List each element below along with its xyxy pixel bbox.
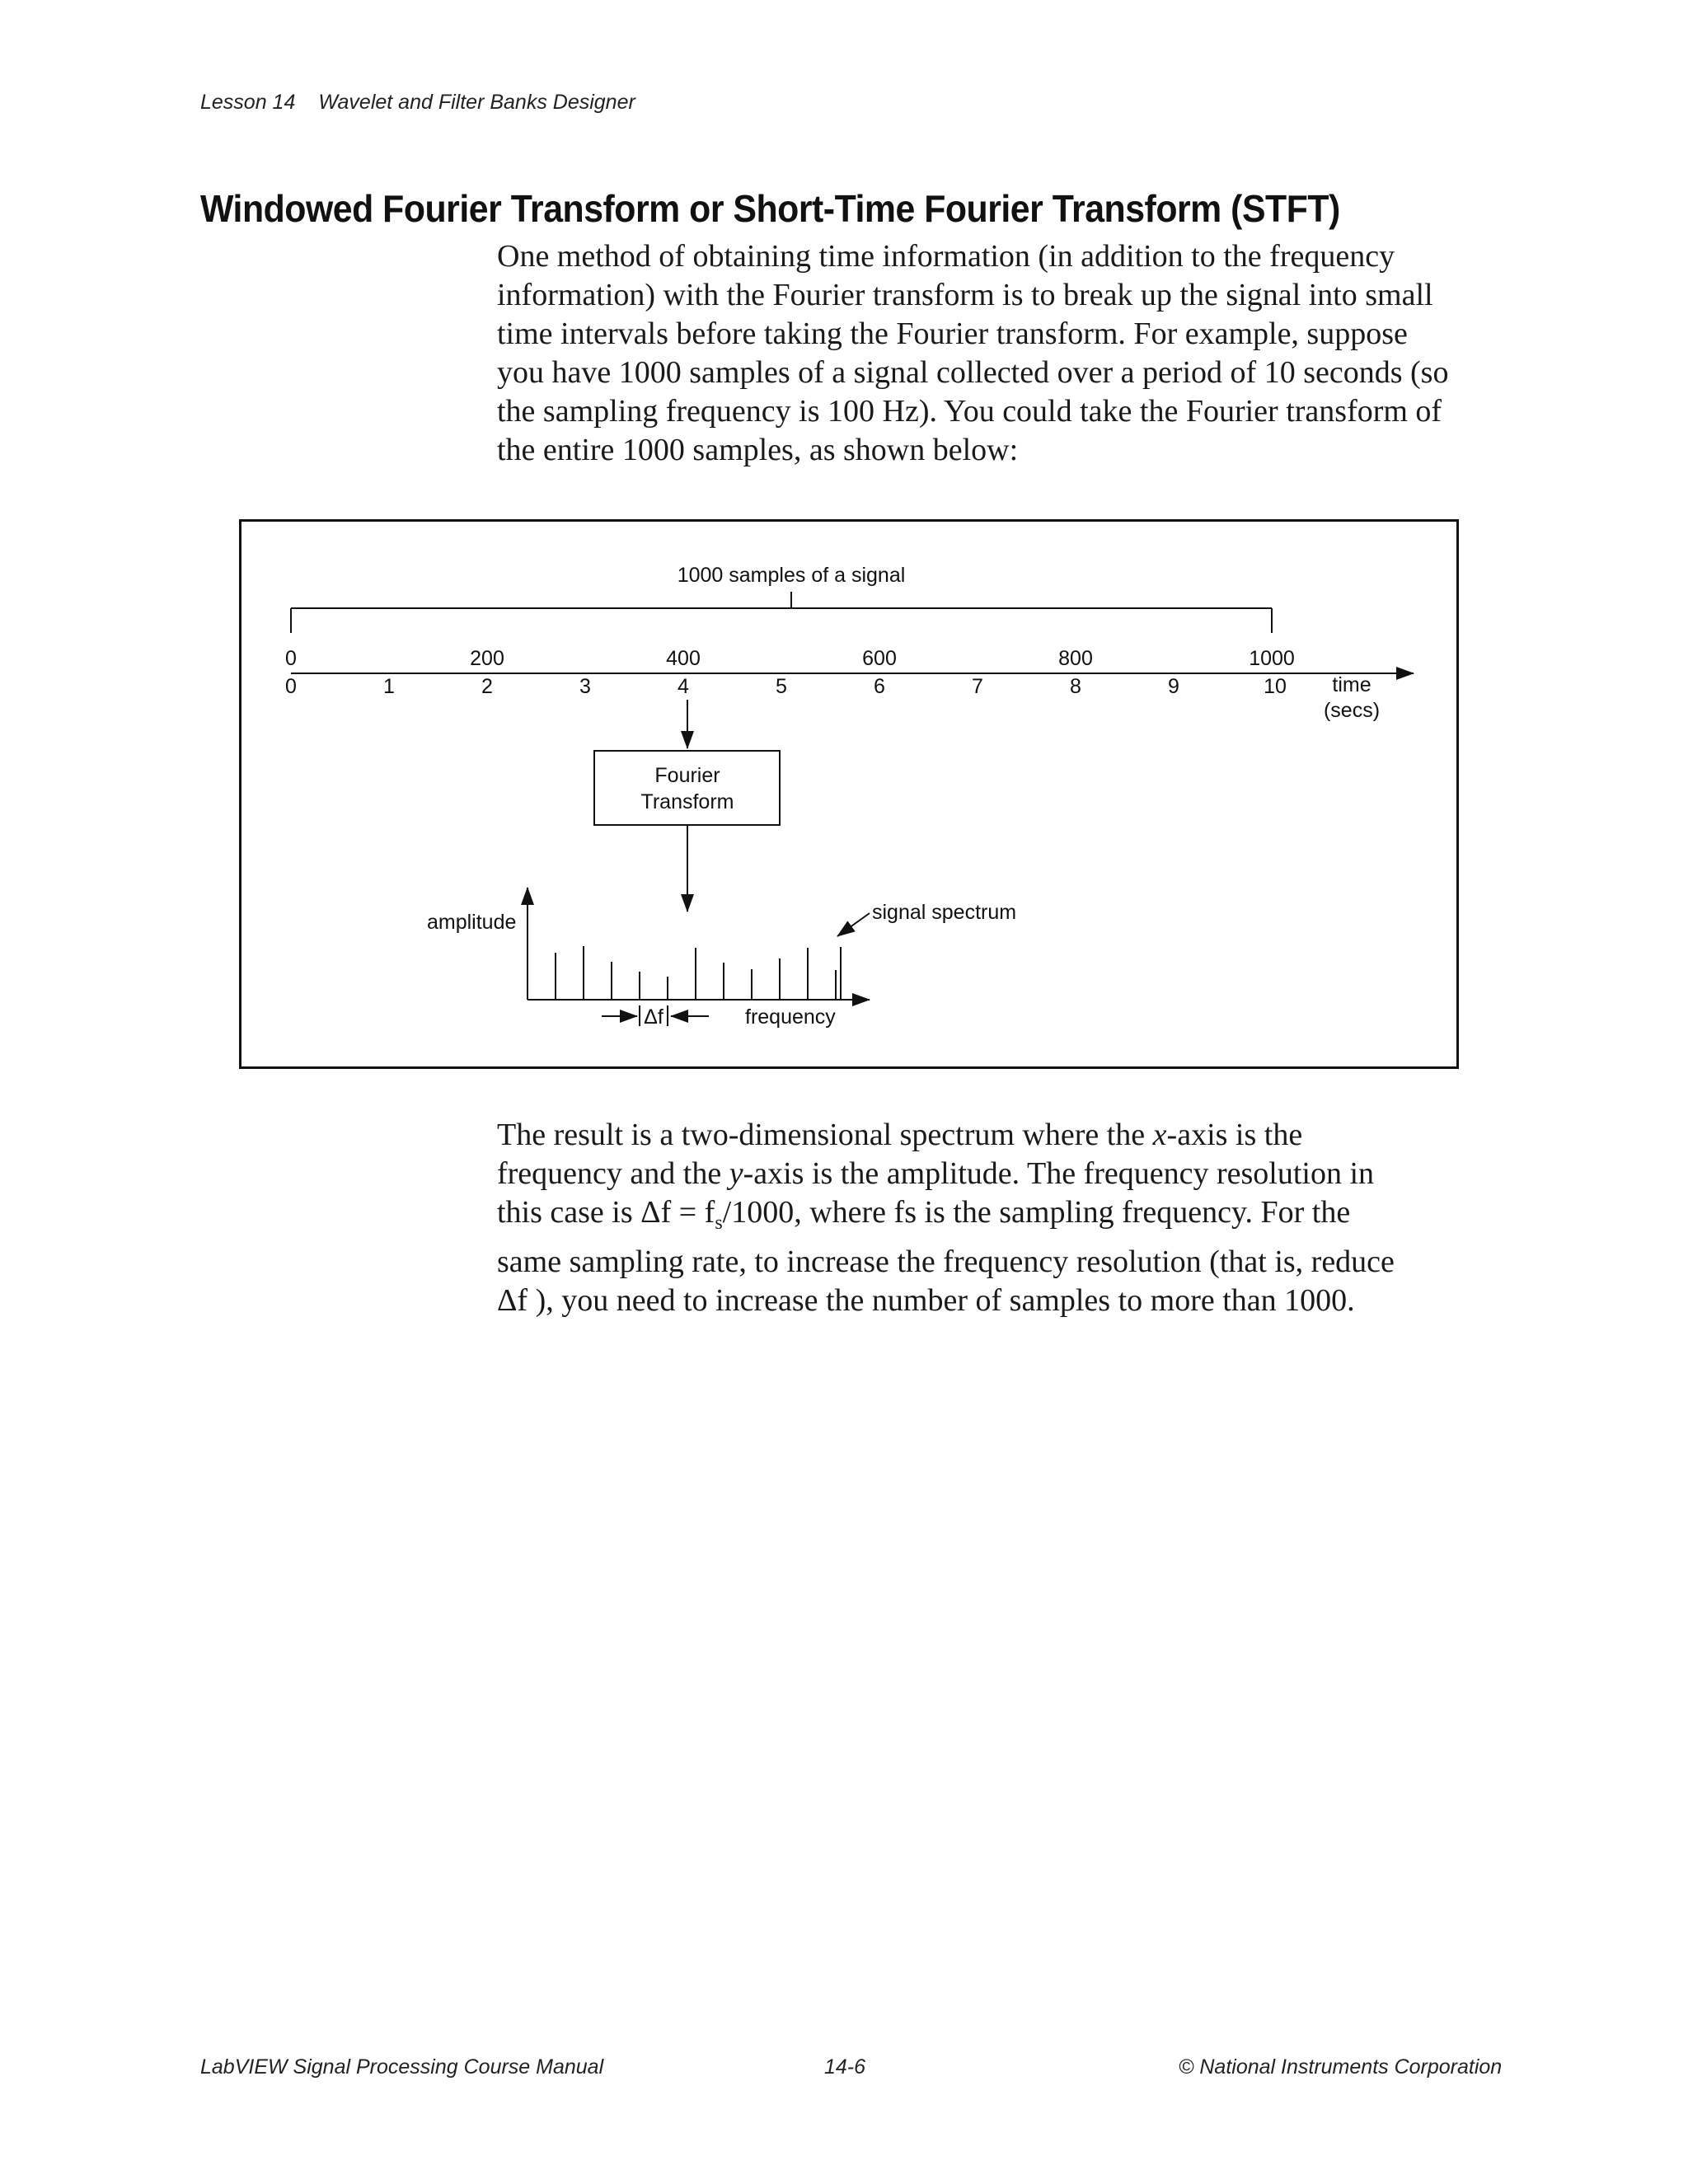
sample-tick-label: 800 bbox=[1058, 647, 1093, 670]
paragraph-line: the entire 1000 samples, as shown below: bbox=[497, 433, 1019, 467]
time-tick-label: 7 bbox=[972, 675, 983, 698]
time-tick-label: 0 bbox=[285, 675, 297, 698]
footer-copyright: © National Instruments Corporation bbox=[1179, 2055, 1503, 2079]
sample-tick-label: 200 bbox=[470, 647, 504, 670]
lesson-number: Lesson 14 bbox=[200, 91, 296, 114]
sample-tick-label: 600 bbox=[862, 647, 897, 670]
fourier-transform-figure bbox=[239, 519, 1459, 1069]
paragraph-line: this case is $\Delta f = f_s/1000$, where fs is the sampling frequency. For the bbox=[497, 1195, 1351, 1234]
time-tick-label: 6 bbox=[874, 675, 885, 698]
spectrum-lines bbox=[556, 946, 841, 1000]
time-axis-label: time bbox=[1332, 673, 1372, 696]
running-head bbox=[200, 91, 635, 115]
paragraph-line: frequency and the y-axis is the amplitude. The frequency resolution in bbox=[497, 1156, 1375, 1191]
time-tick-label: 10 bbox=[1264, 675, 1287, 698]
sample-tick-label: 0 bbox=[285, 647, 297, 670]
paragraph-line: The result is a two-dimensional spectrum where the x-axis is the bbox=[497, 1118, 1303, 1152]
time-tick-label: 5 bbox=[776, 675, 787, 698]
sample-tick-label: 400 bbox=[666, 647, 701, 670]
result-paragraph bbox=[497, 1116, 1486, 1320]
amplitude-label: amplitude bbox=[427, 911, 517, 934]
spectrum-label: signal spectrum bbox=[872, 901, 1017, 924]
figure-frame bbox=[241, 521, 1458, 1068]
paragraph-line: time intervals before taking the Fourier transform. For example, suppose bbox=[497, 316, 1408, 351]
time-tick-label: 2 bbox=[481, 675, 493, 698]
paragraph-line: same sampling rate, to increase the frequency resolution (that is, reduce bbox=[497, 1244, 1395, 1279]
footer-page-number: 14-6 bbox=[824, 2055, 866, 2079]
box-label: Fourier bbox=[654, 764, 720, 787]
time-tick-label: 1 bbox=[383, 675, 395, 698]
bracket-label: 1000 samples of a signal bbox=[677, 564, 906, 587]
sample-tick-label: 1000 bbox=[1249, 647, 1295, 670]
footer-manual-title: LabVIEW Signal Processing Course Manual bbox=[200, 2055, 604, 2079]
paragraph-line: Δf ), you need to increase the number of samples to more than 1000. bbox=[497, 1283, 1355, 1318]
time-tick-label: 8 bbox=[1070, 675, 1081, 698]
sample-bracket bbox=[291, 592, 1272, 633]
paragraph-line: the sampling frequency is 100 Hz). You could take the Fourier transform of bbox=[497, 394, 1442, 429]
paragraph-line: information) with the Fourier transform is to break up the signal into small bbox=[497, 278, 1433, 312]
box-label: Transform bbox=[640, 790, 734, 813]
intro-paragraph bbox=[497, 237, 1486, 470]
frequency-label: frequency bbox=[745, 1005, 836, 1029]
paragraph-line: One method of obtaining time information (in addition to the frequency bbox=[497, 239, 1395, 274]
chapter-title: Wavelet and Filter Banks Designer bbox=[318, 91, 635, 114]
time-tick-label: 3 bbox=[579, 675, 591, 698]
section-title: Windowed Fourier Transform or Short-Time Fourier Transform (STFT) bbox=[200, 187, 1340, 230]
time-tick-label: 9 bbox=[1168, 675, 1179, 698]
time-axis-unit: (secs) bbox=[1323, 699, 1381, 722]
fourier-transform-box bbox=[594, 751, 780, 825]
time-tick-label: 4 bbox=[678, 675, 689, 698]
delta-f-label: Δf bbox=[644, 1005, 663, 1029]
spectrum-pointer bbox=[837, 913, 870, 936]
paragraph-line: you have 1000 samples of a signal collected over a period of 10 seconds (so bbox=[497, 355, 1449, 390]
